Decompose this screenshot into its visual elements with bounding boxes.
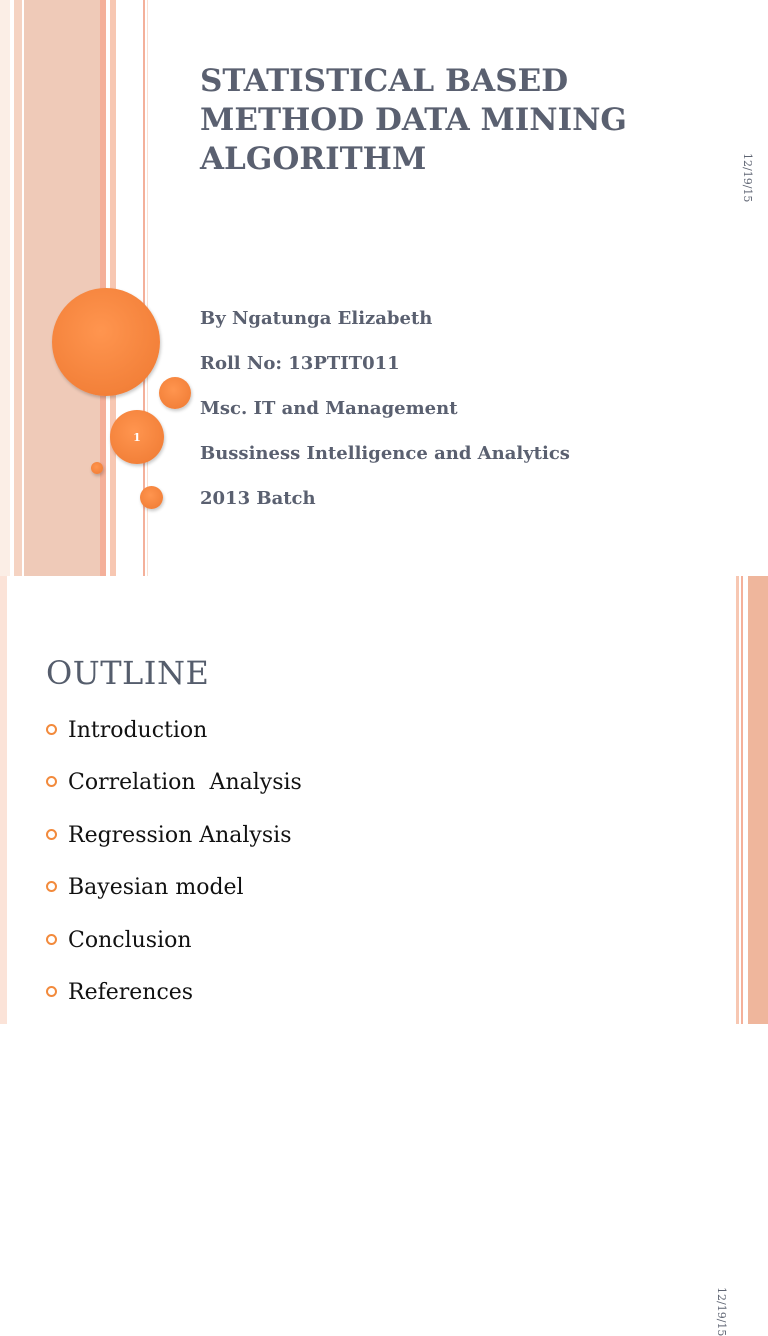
list-item-label: Bayesian model (68, 875, 244, 901)
batch: 2013 Batch (200, 488, 316, 509)
decorative-stripe (736, 576, 739, 1024)
decorative-circle (140, 486, 163, 509)
decorative-circle (159, 377, 191, 409)
decorative-stripe (0, 576, 7, 1024)
list-item-label: Correlation Analysis (68, 770, 302, 796)
specialization: Bussiness Intelligence and Analytics (200, 443, 570, 464)
author-name: By Ngatunga Elizabeth (200, 308, 433, 329)
decorative-stripe (0, 0, 10, 576)
outline-slide (0, 576, 768, 1336)
roll-number: Roll No: 13PTIT011 (200, 353, 400, 374)
slide-title (200, 62, 640, 179)
list-item (46, 872, 302, 924)
title-slide (0, 0, 768, 576)
decorative-stripe (741, 576, 743, 1024)
list-item-label: Conclusion (68, 927, 192, 953)
slide-date: 12/19/15 (715, 1287, 728, 1336)
list-item (46, 977, 302, 1029)
list-item-label: Regression Analysis (68, 822, 292, 848)
list-item-label: Introduction (68, 718, 208, 743)
decorative-stripe (14, 0, 22, 576)
decorative-stripe (24, 0, 100, 576)
list-item (46, 715, 302, 767)
bullet-icon (46, 776, 57, 787)
list-item (46, 767, 302, 819)
list-item (46, 925, 302, 977)
outline-list (46, 715, 302, 1029)
title-line: METHOD DATA MINING (200, 102, 627, 138)
slide-number: 1 (133, 430, 141, 444)
title-line: ALGORITHM (200, 141, 427, 177)
decorative-circle (52, 288, 160, 396)
bullet-icon (46, 724, 57, 735)
list-item-label: References (68, 979, 194, 1005)
slide-number-badge (110, 410, 164, 464)
list-item (46, 820, 302, 872)
program: Msc. IT and Management (200, 398, 458, 419)
bullet-icon (46, 934, 57, 945)
bullet-icon (46, 881, 57, 892)
decorative-stripe (748, 576, 768, 1024)
bullet-icon (46, 986, 57, 997)
title-line: STATISTICAL BASED (200, 63, 569, 99)
slide-date: 12/19/15 (741, 153, 754, 203)
author-info (200, 306, 570, 531)
decorative-circle (91, 462, 103, 474)
bullet-icon (46, 829, 57, 840)
outline-title: OUTLINE (46, 654, 210, 692)
